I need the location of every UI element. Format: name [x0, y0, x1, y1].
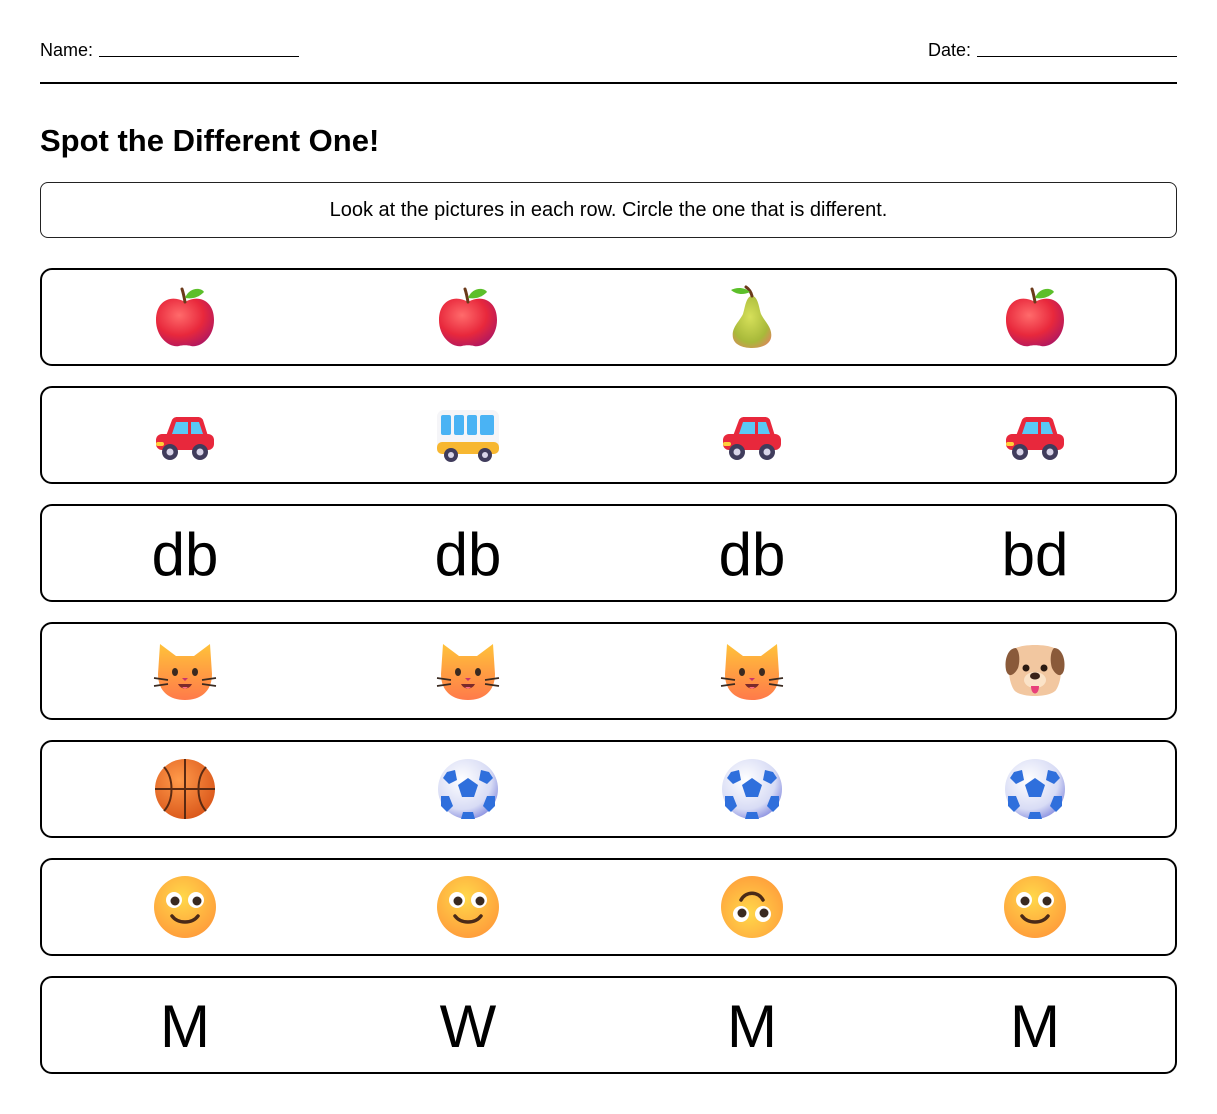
- upside-down-face-icon: [692, 874, 812, 940]
- row-4-choice-2[interactable]: [408, 624, 528, 718]
- page-title: Spot the Different One!: [40, 123, 380, 158]
- soccer-ball-icon: [408, 756, 528, 822]
- cat-face-icon: [125, 638, 245, 704]
- letter-group: db: [434, 521, 502, 588]
- header-divider: [40, 82, 1177, 84]
- row-5-choice-2[interactable]: [408, 742, 528, 836]
- soccer-ball-icon: [692, 756, 812, 822]
- instructions-box: [40, 182, 1177, 238]
- row-1-choice-2[interactable]: [408, 270, 528, 364]
- date-label: Date:: [927, 40, 971, 60]
- apple-icon: [125, 284, 245, 350]
- dog-face-icon: [975, 638, 1095, 704]
- soccer-ball-icon: [975, 756, 1095, 822]
- worksheet-header: [40, 38, 1177, 62]
- row-7-choice-1[interactable]: [125, 978, 245, 1072]
- row-6-choice-1[interactable]: [125, 860, 245, 954]
- picture-row-7: [40, 976, 1177, 1074]
- row-7-choice-2[interactable]: [408, 978, 528, 1072]
- row-4-choice-4[interactable]: [975, 624, 1095, 718]
- name-label: Name:: [40, 40, 94, 60]
- picture-row-5: [40, 740, 1177, 838]
- row-7-choice-3[interactable]: [692, 978, 812, 1072]
- picture-row-4: [40, 622, 1177, 720]
- picture-row-6: [40, 858, 1177, 956]
- bus-icon: [408, 402, 528, 468]
- cat-face-icon: [408, 638, 528, 704]
- row-1-choice-4[interactable]: [975, 270, 1095, 364]
- name-field: [40, 38, 299, 62]
- smiling-face-icon: [975, 874, 1095, 940]
- row-2-choice-2[interactable]: [408, 388, 528, 482]
- row-6-choice-4[interactable]: [975, 860, 1095, 954]
- row-2-choice-1[interactable]: [125, 388, 245, 482]
- car-icon: [975, 402, 1095, 468]
- row-5-choice-4[interactable]: [975, 742, 1095, 836]
- row-3-choice-4[interactable]: [975, 506, 1095, 600]
- row-3-choice-3[interactable]: [692, 506, 812, 600]
- row-6-choice-2[interactable]: [408, 860, 528, 954]
- apple-icon: [408, 284, 528, 350]
- letter-group: W: [439, 993, 497, 1060]
- letter-group: M: [160, 993, 210, 1060]
- apple-icon: [975, 284, 1095, 350]
- row-6-choice-3[interactable]: [692, 860, 812, 954]
- letter-group: db: [718, 521, 786, 588]
- letter-group: M: [727, 993, 777, 1060]
- row-7-choice-4[interactable]: [975, 978, 1095, 1072]
- row-5-choice-3[interactable]: [692, 742, 812, 836]
- cat-face-icon: [692, 638, 812, 704]
- pear-icon: [692, 284, 812, 350]
- row-4-choice-1[interactable]: [125, 624, 245, 718]
- row-3-choice-1[interactable]: [125, 506, 245, 600]
- picture-row-1: [40, 268, 1177, 366]
- row-1-choice-3[interactable]: [692, 270, 812, 364]
- row-3-choice-2[interactable]: [408, 506, 528, 600]
- letter-group: M: [1010, 993, 1060, 1060]
- name-blank-line[interactable]: [99, 39, 299, 57]
- smiling-face-icon: [125, 874, 245, 940]
- date-blank-line[interactable]: [977, 39, 1177, 57]
- instructions-text: Look at the pictures in each row. Circle the one that is different.: [329, 199, 888, 221]
- letter-group: bd: [1001, 521, 1069, 588]
- car-icon: [692, 402, 812, 468]
- picture-row-2: [40, 386, 1177, 484]
- row-2-choice-4[interactable]: [975, 388, 1095, 482]
- letter-group: db: [151, 521, 219, 588]
- basketball-icon: [125, 756, 245, 822]
- row-1-choice-1[interactable]: [125, 270, 245, 364]
- row-4-choice-3[interactable]: [692, 624, 812, 718]
- car-icon: [125, 402, 245, 468]
- row-5-choice-1[interactable]: [125, 742, 245, 836]
- row-2-choice-3[interactable]: [692, 388, 812, 482]
- smiling-face-icon: [408, 874, 528, 940]
- date-field: [928, 38, 1177, 62]
- picture-row-3: [40, 504, 1177, 602]
